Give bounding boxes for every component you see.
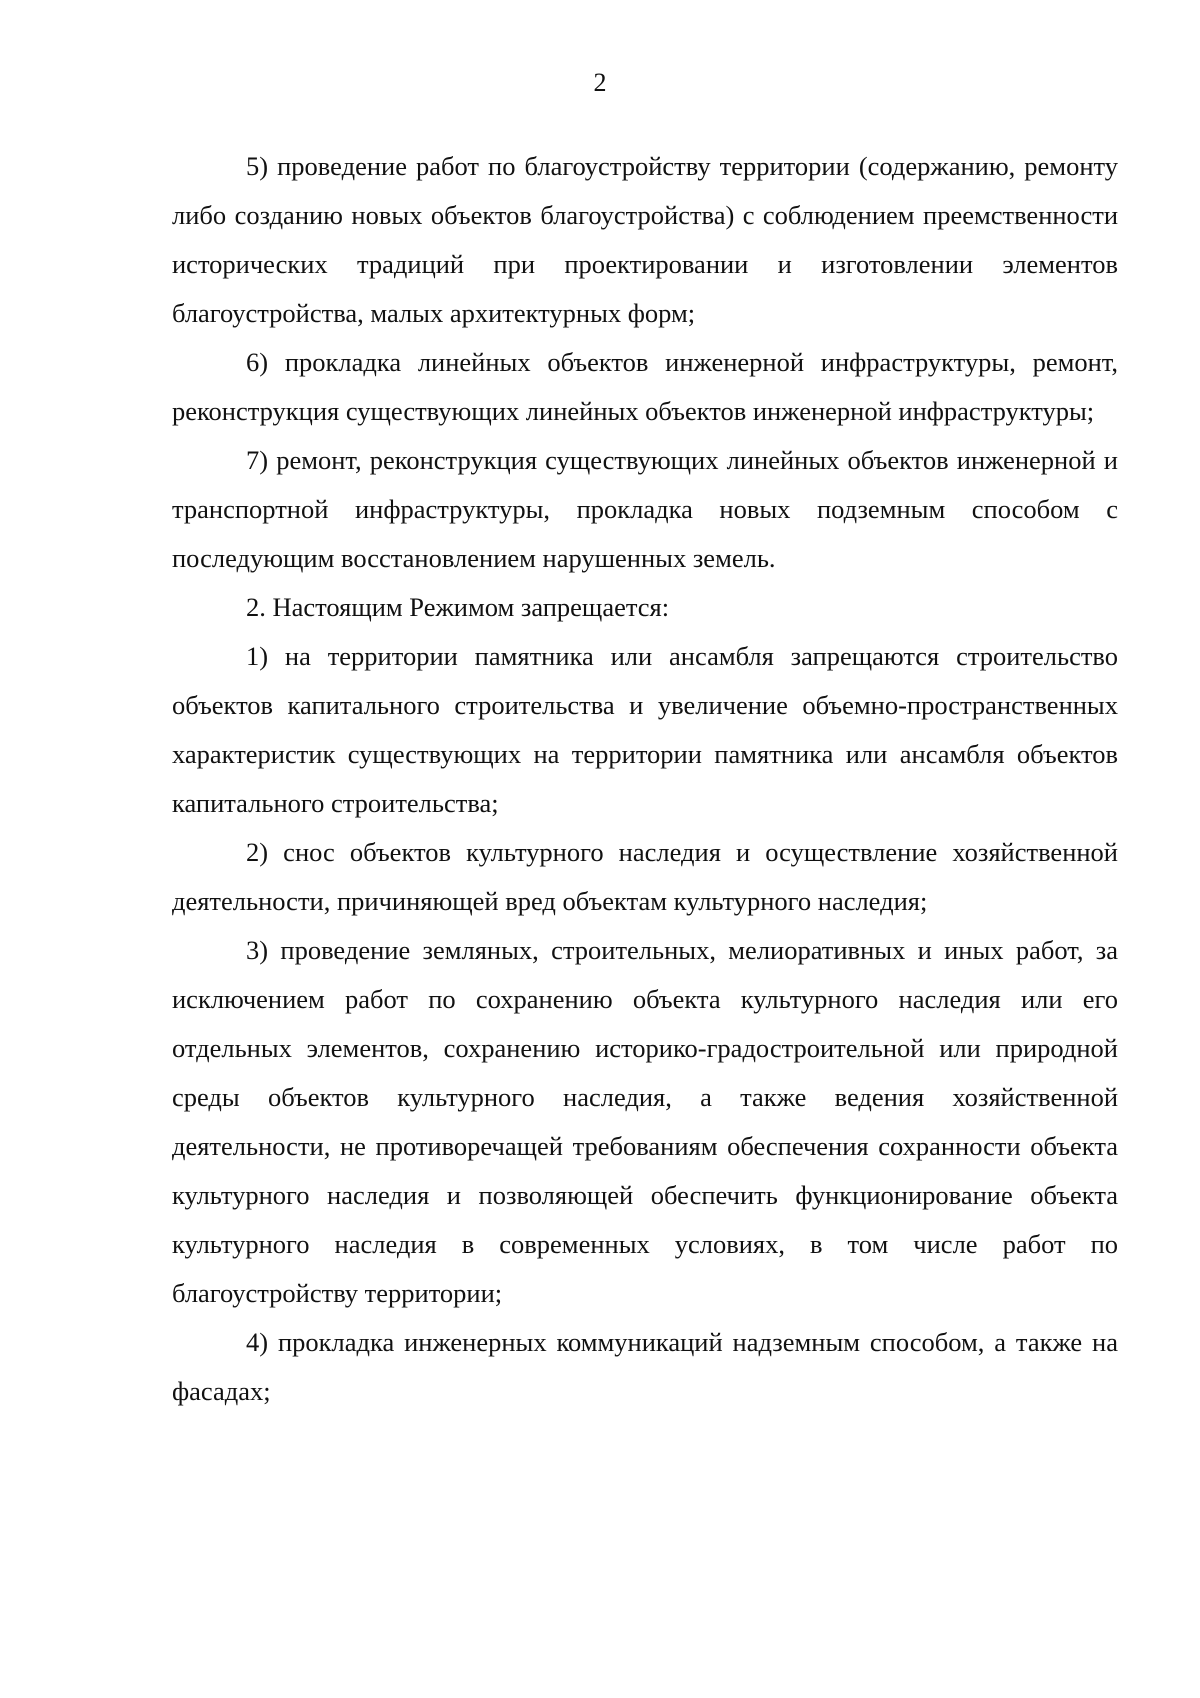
page-number: 2 — [593, 68, 607, 97]
document-body — [172, 142, 1118, 1416]
paragraph-item-6-utility-lines: 6) прокладка линейных объектов инженерной инфраструктуры, ремонт, реконструкция существующих линейных объектов инженерной инфраструктуры; — [172, 347, 1118, 426]
paragraph-prohibition-3-earthworks: 3) проведение земляных, строительных, мелиоративных и иных работ, за исключением работ по сохранению объекта культурного наследия или его отдельных элементов, сохранению историко-градостроительной или природной среды объектов культурного наследия, а также ведения хозяйственной деятельности, не противоречащей требованиям обеспечения сохранности объекта культурного наследия и позволяющей обеспечить функционирование объекта культурного наследия в современных условиях, в том числе работ по благоустройству территории; — [172, 935, 1118, 1308]
paragraph-item-7-repair-reconstruction: 7) ремонт, реконструкция существующих линейных объектов инженерной и транспортной инфраструктуры, прокладка новых подземным способом с последующим восстановлением нарушенных земель. — [172, 445, 1118, 573]
paragraph-section-2-prohibitions: 2. Настоящим Режимом запрещается: — [246, 592, 670, 622]
paragraph-prohibition-4-communications: 4) прокладка инженерных коммуникаций надземным способом, а также на фасадах; — [172, 1327, 1118, 1406]
paragraph-item-5-landscaping: 5) проведение работ по благоустройству территории (содержанию, ремонту либо созданию новых объектов благоустройства) с соблюдением преемственности исторических традиций при проектировании и изготовлении элементов благоустройства, малых архитектурных форм; — [172, 151, 1118, 328]
paragraph-prohibition-1-construction: 1) на территории памятника или ансамбля запрещаются строительство объектов капитального строительства и увеличение объемно-пространственных характеристик существующих на территории памятника или ансамбля объектов капитального строительства; — [172, 641, 1118, 818]
paragraph-prohibition-2-demolition: 2) снос объектов культурного наследия и осуществление хозяйственной деятельности, причиняющей вред объектам культурного наследия; — [172, 837, 1118, 916]
